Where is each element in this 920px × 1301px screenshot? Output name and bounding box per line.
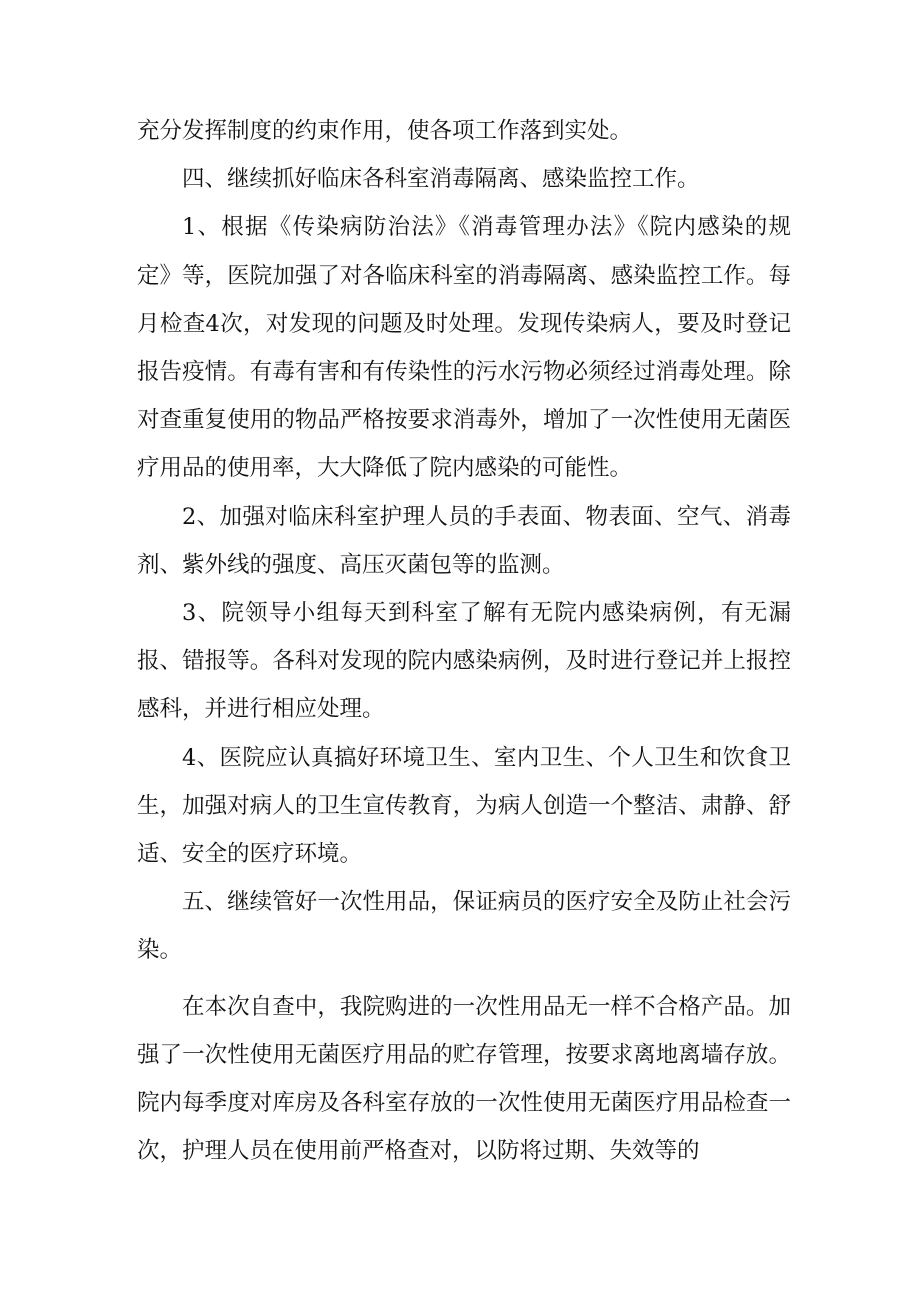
paragraph-item-2: 2、加强对临床科室护理人员的手表面、物表面、空气、消毒剂、紫外线的强度、高压灭菌包等的监测。 xyxy=(137,503,791,578)
paragraph-self-inspection: 在本次自查中，我院购进的一次性用品无一样不合格产品。加强了一次性使用无菌医疗用品的贮存管理，按要求离地离墙存放。院内每季度对库房及各科室存放的一次性使用无菌医疗用品检查一次，护理人员在使用前严格查对，以防将过期、失效等的 xyxy=(137,993,791,1165)
paragraph-item-3: 3、院领导小组每天到科室了解有无院内感染病例，有无漏报、错报等。各科对发现的院内感染病例，及时进行登记并上报控感科，并进行相应处理。 xyxy=(137,600,791,723)
document-body xyxy=(137,107,791,1175)
section-heading-four: 四、继续抓好临床各科室消毒隔离、感染监控工作。 xyxy=(182,166,700,193)
paragraph-continuation: 充分发挥制度的约束作用，使各项工作落到实处。 xyxy=(137,118,633,144)
section-heading-five: 五、继续管好一次性用品，保证病员的医疗安全及防止社会污染。 xyxy=(137,889,791,964)
paragraph-item-1: 1、根据《传染病防治法》《消毒管理办法》《院内感染的规定》等，医院加强了对各临床科室的消毒隔离、感染监控工作。每月检查4次，对发现的问题及时处理。发现传染病人，要及时登记报告疫情。有毒有害和有传染性的污水污物必须经过消毒处理。除对查重复使用的物品严格按要求消毒外，增加了一次性使用无菌医疗用品的使用率，大大降低了院内感染的可能性。 xyxy=(137,214,791,482)
paragraph-item-4: 4、医院应认真搞好环境卫生、室内卫生、个人卫生和饮食卫生，加强对病人的卫生宣传教育，为病人创造一个整洁、肃静、舒适、安全的医疗环境。 xyxy=(137,744,791,868)
